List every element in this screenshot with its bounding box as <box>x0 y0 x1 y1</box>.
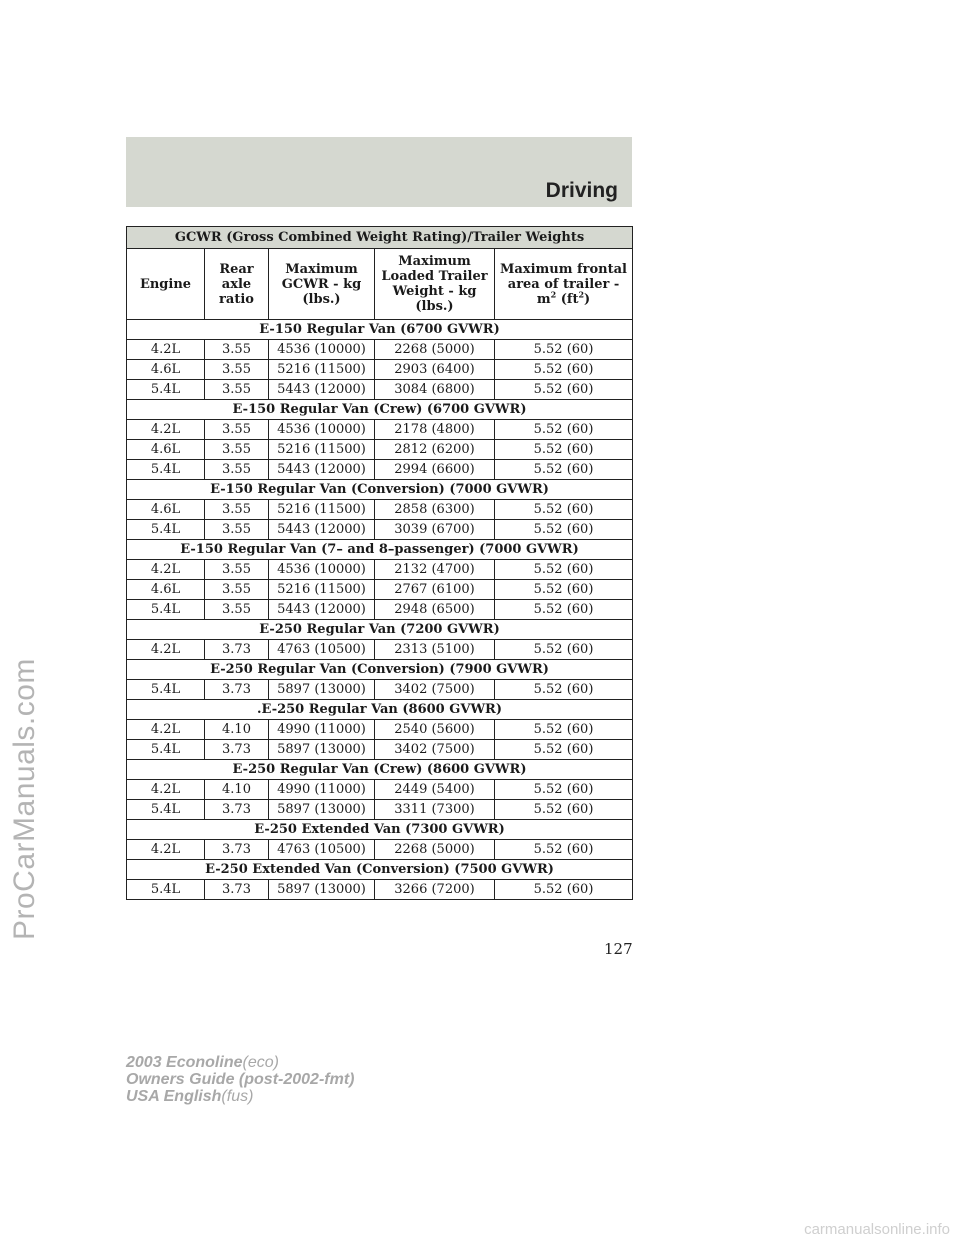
table-cell: 5216 (11500) <box>269 580 375 600</box>
table-cell: 5.52 (60) <box>495 840 633 860</box>
table-row <box>127 500 633 520</box>
table-cell: 2132 (4700) <box>375 560 495 580</box>
table-row <box>127 580 633 600</box>
table-cell: 2178 (4800) <box>375 420 495 440</box>
footer-model-code: (eco) <box>242 1054 279 1071</box>
table-cell: 3.73 <box>205 640 269 660</box>
table-cell: 5897 (13000) <box>269 880 375 900</box>
section-row <box>127 700 633 720</box>
section-row <box>127 320 633 340</box>
bottom-watermark: carmanualsonline.info <box>804 1221 950 1238</box>
table-cell: 3.55 <box>205 520 269 540</box>
table-cell: 5.52 (60) <box>495 520 633 540</box>
table-cell: 2313 (5100) <box>375 640 495 660</box>
frontal-area-label: Maximum frontal area of trailer - m <box>500 261 627 307</box>
footer-line-3 <box>126 1088 354 1105</box>
table-cell: 2948 (6500) <box>375 600 495 620</box>
table-row <box>127 740 633 760</box>
table-cell: 5.52 (60) <box>495 500 633 520</box>
table-row <box>127 560 633 580</box>
table-cell: 5216 (11500) <box>269 360 375 380</box>
table-cell: 3.55 <box>205 460 269 480</box>
document-footer <box>126 1054 354 1105</box>
table-cell: 5897 (13000) <box>269 740 375 760</box>
section-row <box>127 660 633 680</box>
table-cell: 5.52 (60) <box>495 360 633 380</box>
table-cell: 3.73 <box>205 740 269 760</box>
table-cell: 5.52 (60) <box>495 880 633 900</box>
table-row <box>127 420 633 440</box>
table-cell: 3.55 <box>205 380 269 400</box>
table-cell: 3402 (7500) <box>375 740 495 760</box>
table-cell: 3.73 <box>205 840 269 860</box>
table-cell: 4990 (11000) <box>269 720 375 740</box>
table-cell: 2994 (6600) <box>375 460 495 480</box>
table-cell: 5.52 (60) <box>495 740 633 760</box>
table-cell: 2540 (5600) <box>375 720 495 740</box>
table-cell: 4763 (10500) <box>269 640 375 660</box>
footer-line-1 <box>126 1054 354 1071</box>
table-header-row <box>127 249 633 320</box>
table-cell: 5.52 (60) <box>495 680 633 700</box>
table-cell: 2903 (6400) <box>375 360 495 380</box>
table-cell: 5.4L <box>127 460 205 480</box>
table-row <box>127 640 633 660</box>
table-cell: 5.52 (60) <box>495 580 633 600</box>
table-cell: 3266 (7200) <box>375 880 495 900</box>
table-cell: 2812 (6200) <box>375 440 495 460</box>
table-cell: 4.2L <box>127 340 205 360</box>
section-row <box>127 620 633 640</box>
table-cell: 5.52 (60) <box>495 800 633 820</box>
footer-model: 2003 Econoline <box>126 1054 243 1071</box>
table-cell: 4.6L <box>127 500 205 520</box>
table-cell: 4.2L <box>127 840 205 860</box>
table-title: GCWR (Gross Combined Weight Rating)/Trailer Weights <box>127 227 633 249</box>
table-cell: 5.52 (60) <box>495 340 633 360</box>
table-cell: 5.4L <box>127 800 205 820</box>
table-cell: 5.52 (60) <box>495 720 633 740</box>
superscript: 2 <box>578 289 585 300</box>
table-cell: 5.52 (60) <box>495 600 633 620</box>
table-cell: 2767 (6100) <box>375 580 495 600</box>
table-cell: 5.52 (60) <box>495 640 633 660</box>
table-row <box>127 380 633 400</box>
table-row <box>127 340 633 360</box>
table-cell: 5897 (13000) <box>269 800 375 820</box>
section-title: Driving <box>545 179 618 202</box>
table-cell: 4.10 <box>205 780 269 800</box>
table-cell: 3.55 <box>205 340 269 360</box>
table-cell: 5.4L <box>127 520 205 540</box>
table-row <box>127 720 633 740</box>
table-row <box>127 840 633 860</box>
table-cell: 3.55 <box>205 420 269 440</box>
table-cell: 3.55 <box>205 580 269 600</box>
section-label: E-150 Regular Van (Conversion) (7000 GVWR) <box>127 480 633 500</box>
table-cell: 5.52 (60) <box>495 780 633 800</box>
table-cell: 4.6L <box>127 440 205 460</box>
section-label: E-250 Extended Van (Conversion) (7500 GVWR) <box>127 860 633 880</box>
table-row <box>127 600 633 620</box>
table-row <box>127 520 633 540</box>
frontal-area-close: ) <box>584 291 591 307</box>
table-cell: 5.52 (60) <box>495 420 633 440</box>
table-cell: 3.55 <box>205 500 269 520</box>
table-cell: 4.10 <box>205 720 269 740</box>
gcwr-trailer-weights-table <box>126 226 633 900</box>
table-cell: 4536 (10000) <box>269 560 375 580</box>
table-cell: 3.55 <box>205 440 269 460</box>
table-cell: 3084 (6800) <box>375 380 495 400</box>
table-cell: 5.4L <box>127 880 205 900</box>
side-watermark: ProCarManuals.com <box>8 658 41 940</box>
col-max-gcwr: Maximum GCWR - kg (lbs.) <box>269 249 375 320</box>
section-label: E-250 Regular Van (7200 GVWR) <box>127 620 633 640</box>
table-cell: 5.52 (60) <box>495 440 633 460</box>
table-cell: 3.73 <box>205 680 269 700</box>
table-cell: 4536 (10000) <box>269 420 375 440</box>
table-row <box>127 440 633 460</box>
table-cell: 5216 (11500) <box>269 500 375 520</box>
table-row <box>127 800 633 820</box>
table-cell: 4.6L <box>127 360 205 380</box>
section-row <box>127 400 633 420</box>
table-row <box>127 460 633 480</box>
table-row <box>127 680 633 700</box>
frontal-area-unit: (ft <box>556 291 579 307</box>
table-cell: 5.52 (60) <box>495 560 633 580</box>
section-row <box>127 540 633 560</box>
table-cell: 3.73 <box>205 880 269 900</box>
table-cell: 4536 (10000) <box>269 340 375 360</box>
table-row <box>127 780 633 800</box>
table-cell: 5443 (12000) <box>269 380 375 400</box>
col-engine: Engine <box>127 249 205 320</box>
col-max-trailer-weight: Maximum Loaded Trailer Weight - kg (lbs.) <box>375 249 495 320</box>
table-cell: 4.2L <box>127 640 205 660</box>
section-label: E-150 Regular Van (Crew) (6700 GVWR) <box>127 400 633 420</box>
page-number: 127 <box>604 940 633 958</box>
section-label: .E-250 Regular Van (8600 GVWR) <box>127 700 633 720</box>
table-cell: 5.4L <box>127 740 205 760</box>
section-row <box>127 860 633 880</box>
table-cell: 5216 (11500) <box>269 440 375 460</box>
table-cell: 4990 (11000) <box>269 780 375 800</box>
section-label: E-250 Extended Van (7300 GVWR) <box>127 820 633 840</box>
table-cell: 5443 (12000) <box>269 520 375 540</box>
table-cell: 4.2L <box>127 780 205 800</box>
superscript: 2 <box>550 289 557 300</box>
col-axle-ratio: Rear axle ratio <box>205 249 269 320</box>
footer-language-code: (fus) <box>221 1088 254 1105</box>
table-cell: 2449 (5400) <box>375 780 495 800</box>
table-cell: 3402 (7500) <box>375 680 495 700</box>
section-header-band <box>126 137 632 207</box>
section-label: E-150 Regular Van (7– and 8–passenger) (7000 GVWR) <box>127 540 633 560</box>
table-cell: 3.55 <box>205 360 269 380</box>
table-cell: 3.55 <box>205 600 269 620</box>
section-row <box>127 820 633 840</box>
table-body <box>127 320 633 900</box>
table-cell: 5.4L <box>127 380 205 400</box>
table-title-row <box>127 227 633 249</box>
section-label: E-250 Regular Van (Conversion) (7900 GVWR) <box>127 660 633 680</box>
table-cell: 2858 (6300) <box>375 500 495 520</box>
table-cell: 4.2L <box>127 720 205 740</box>
section-label: E-150 Regular Van (6700 GVWR) <box>127 320 633 340</box>
table-cell: 2268 (5000) <box>375 340 495 360</box>
table-cell: 2268 (5000) <box>375 840 495 860</box>
footer-language: USA English <box>126 1088 222 1105</box>
col-frontal-area <box>495 249 633 320</box>
table-cell: 5.52 (60) <box>495 380 633 400</box>
table-cell: 5443 (12000) <box>269 460 375 480</box>
table-cell: 5.4L <box>127 600 205 620</box>
table-cell: 3.73 <box>205 800 269 820</box>
table-cell: 4.2L <box>127 420 205 440</box>
footer-line-2: Owners Guide (post-2002-fmt) <box>126 1071 355 1088</box>
table-cell: 4.6L <box>127 580 205 600</box>
table-cell: 3039 (6700) <box>375 520 495 540</box>
table-cell: 5443 (12000) <box>269 600 375 620</box>
table-cell: 5897 (13000) <box>269 680 375 700</box>
table-row <box>127 360 633 380</box>
table-cell: 5.4L <box>127 680 205 700</box>
table-row <box>127 880 633 900</box>
table-cell: 5.52 (60) <box>495 460 633 480</box>
section-row <box>127 480 633 500</box>
section-label: E-250 Regular Van (Crew) (8600 GVWR) <box>127 760 633 780</box>
section-row <box>127 760 633 780</box>
table-cell: 4763 (10500) <box>269 840 375 860</box>
table-cell: 3311 (7300) <box>375 800 495 820</box>
table-cell: 4.2L <box>127 560 205 580</box>
table-cell: 3.55 <box>205 560 269 580</box>
